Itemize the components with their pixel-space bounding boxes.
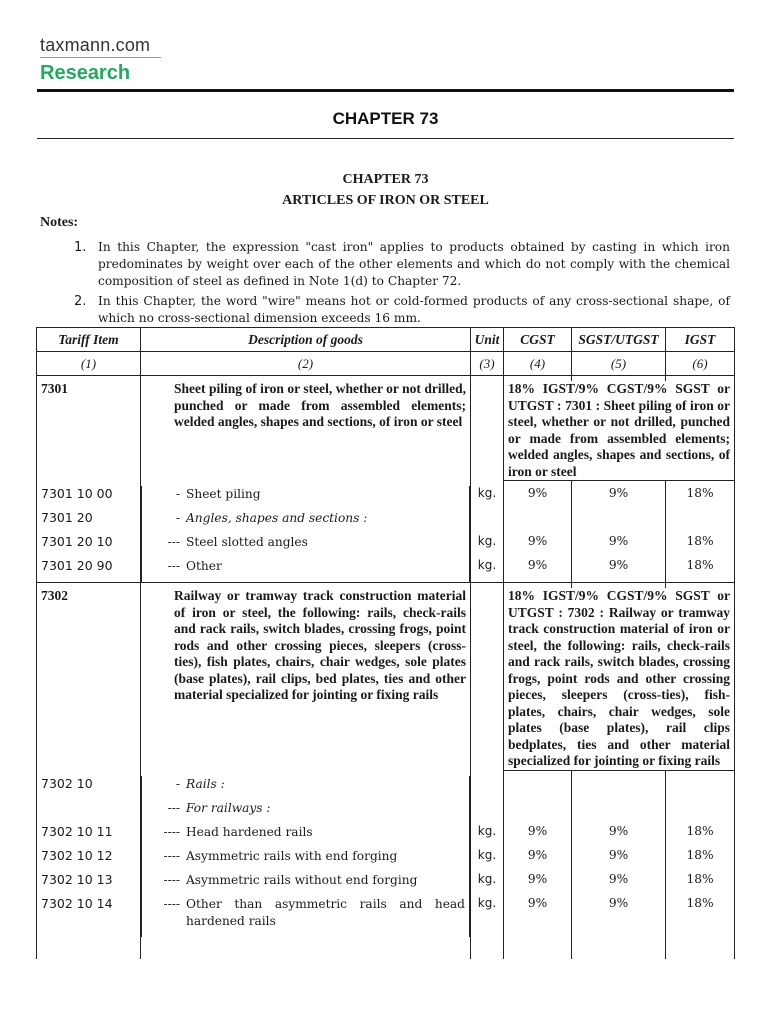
description: Steel slotted angles (186, 535, 308, 549)
cgst-rate: 9% (504, 896, 572, 937)
dash-marker: --- (167, 559, 180, 573)
table-row (37, 534, 735, 558)
sgst-rate: 9% (572, 534, 666, 558)
note-text: In this Chapter, the expression "cast iron" applies to products obtained by casting in which iron predominates by weight over each of the other elements and which do not comply with the chemical composition of steel as defined in Note 1(d) to Chapter 72. (98, 240, 730, 288)
tariff-table (36, 327, 735, 959)
dash-marker: - (175, 487, 180, 501)
igst-rate: 18% (666, 486, 735, 510)
unit: kg. (471, 872, 504, 896)
heading-description: Railway or tramway track construction material of iron or steel, the following: rails, check-rails and rack rails, switch blades, crossing frogs, point rods and other crossing pieces, sleepers (cross-ties), fish plates, chairs, chair wedges, sole plates (base plates), rail clips, bed plates, ties and other material specialized for jointing or fixing rails (141, 588, 471, 770)
header-rule (37, 89, 734, 92)
title-rule (37, 138, 734, 139)
page-title: CHAPTER 73 (332, 109, 439, 128)
unit: kg. (471, 896, 504, 937)
col-header-tariff-item: Tariff Item (37, 328, 141, 352)
table-row-heading (37, 381, 735, 481)
tariff-item: 7302 10 (37, 776, 141, 800)
col-num: (5) (572, 352, 666, 376)
col-num: (4) (504, 352, 572, 376)
tariff-item: 7302 10 11 (37, 824, 141, 848)
igst-rate: 18% (666, 896, 735, 937)
col-header-igst: IGST (666, 328, 735, 352)
col-header-unit: Unit (471, 328, 504, 352)
table-row (37, 848, 735, 872)
note-number: 2. (74, 294, 87, 309)
unit (471, 776, 504, 800)
description: Other (186, 559, 222, 573)
unit (471, 800, 504, 824)
unit: kg. (471, 848, 504, 872)
cgst-rate: 9% (504, 872, 572, 896)
table-row (37, 486, 735, 510)
col-header-cgst: CGST (504, 328, 572, 352)
igst-rate: 18% (666, 848, 735, 872)
dash-marker: --- (167, 800, 180, 815)
table-column-number-row (37, 352, 735, 376)
col-header-sgst: SGST/UTGST (572, 328, 666, 352)
table-row (37, 896, 735, 937)
tariff-item: 7302 10 13 (37, 872, 141, 896)
cgst-rate (504, 510, 572, 534)
sgst-rate: 9% (572, 486, 666, 510)
sgst-rate: 9% (572, 558, 666, 583)
tariff-item: 7301 20 10 (37, 534, 141, 558)
tariff-item: 7302 10 14 (37, 896, 141, 937)
sgst-rate: 9% (572, 824, 666, 848)
dash-marker: ---- (163, 872, 180, 887)
logo-divider (40, 57, 161, 58)
cgst-rate: 9% (504, 558, 572, 583)
chapter-title: ARTICLES OF IRON OR STEEL (282, 193, 489, 208)
table-row (37, 510, 735, 534)
dash-marker: ---- (163, 848, 180, 863)
sgst-rate (572, 776, 666, 800)
igst-rate: 18% (666, 534, 735, 558)
tariff-item: 7301 10 00 (37, 486, 141, 510)
description: Other than asymmetric rails and head hardened rails (186, 896, 465, 928)
description: For railways : (186, 800, 271, 815)
heading-code: 7302 (41, 588, 68, 603)
sgst-rate: 9% (572, 896, 666, 937)
cgst-rate: 9% (504, 824, 572, 848)
logo-site-name: taxmann.com (40, 35, 151, 55)
igst-rate (666, 800, 735, 824)
cgst-rate: 9% (504, 486, 572, 510)
dash-marker: ---- (163, 896, 180, 911)
cgst-rate: 9% (504, 848, 572, 872)
unit (471, 510, 504, 534)
cgst-rate (504, 800, 572, 824)
note-2 (74, 293, 730, 327)
sgst-rate (572, 510, 666, 534)
rate-note: 18% IGST/9% CGST/9% SGST or UTGST : 7302 : Railway or tramway track construction material of iron or steel, the following: rails, check-rails and rack rails, switch blades, crossing frogs, point rods and other crossing pieces, sleepers (cross-ties), fish- plates, chairs, chair wedges, sole plates (base plates), rail clips bedplates, ties and other material specialized for jointing or fixing rails (504, 588, 735, 770)
igst-rate (666, 510, 735, 534)
description: Sheet piling (186, 487, 261, 501)
col-num: (3) (471, 352, 504, 376)
table-header-row (37, 328, 735, 352)
igst-rate: 18% (666, 558, 735, 583)
heading-description: Sheet piling of iron or steel, whether or not drilled, punched or made from assembled elements; welded angles, shapes and sections, of iron or steel (141, 381, 471, 481)
tariff-item: 7301 20 90 (37, 558, 141, 583)
igst-rate: 18% (666, 824, 735, 848)
unit: kg. (471, 534, 504, 558)
chapter-number: CHAPTER 73 (342, 172, 429, 187)
igst-rate: 18% (666, 872, 735, 896)
table-row (37, 558, 735, 583)
col-header-description: Description of goods (141, 328, 471, 352)
taxmann-logo (40, 34, 161, 85)
description: Angles, shapes and sections : (186, 511, 368, 525)
note-text: In this Chapter, the word "wire" means hot or cold-formed products of any cross-sectional shape, of which no cross-sectional dimension exceeds 16 mm. (98, 294, 730, 325)
note-number: 1. (74, 240, 87, 255)
description: Asymmetric rails without end forging (186, 872, 418, 887)
tariff-item: 7302 10 12 (37, 848, 141, 872)
table-row (37, 776, 735, 800)
description: Rails : (186, 776, 225, 791)
rate-note: 18% IGST/9% CGST/9% SGST or UTGST : 7301 : Sheet piling of iron or steel, whether or not drilled, punched or made from assembled elements; welded angles, shapes and sections, of iron or steel (504, 381, 735, 481)
sgst-rate: 9% (572, 848, 666, 872)
col-num: (6) (666, 352, 735, 376)
dash-marker: ---- (163, 824, 180, 839)
logo-research-label: Research (40, 62, 131, 84)
table-row (37, 824, 735, 848)
unit: kg. (471, 558, 504, 583)
dash-marker: --- (167, 535, 180, 549)
dash-marker: - (175, 511, 180, 525)
unit: kg. (471, 486, 504, 510)
description: Asymmetric rails with end forging (186, 848, 398, 863)
dash-marker: - (175, 776, 180, 791)
heading-code: 7301 (41, 381, 68, 396)
tariff-item: 7301 20 (37, 510, 141, 534)
cgst-rate: 9% (504, 534, 572, 558)
unit: kg. (471, 824, 504, 848)
note-1 (74, 239, 730, 290)
notes-label: Notes: (40, 215, 79, 230)
sgst-rate: 9% (572, 872, 666, 896)
tariff-item (37, 800, 141, 824)
col-num: (1) (37, 352, 141, 376)
table-row-heading (37, 588, 735, 770)
sgst-rate (572, 800, 666, 824)
description: Head hardened rails (186, 824, 313, 839)
col-num: (2) (141, 352, 471, 376)
table-row (37, 800, 735, 824)
igst-rate (666, 776, 735, 800)
cgst-rate (504, 776, 572, 800)
table-row (37, 872, 735, 896)
